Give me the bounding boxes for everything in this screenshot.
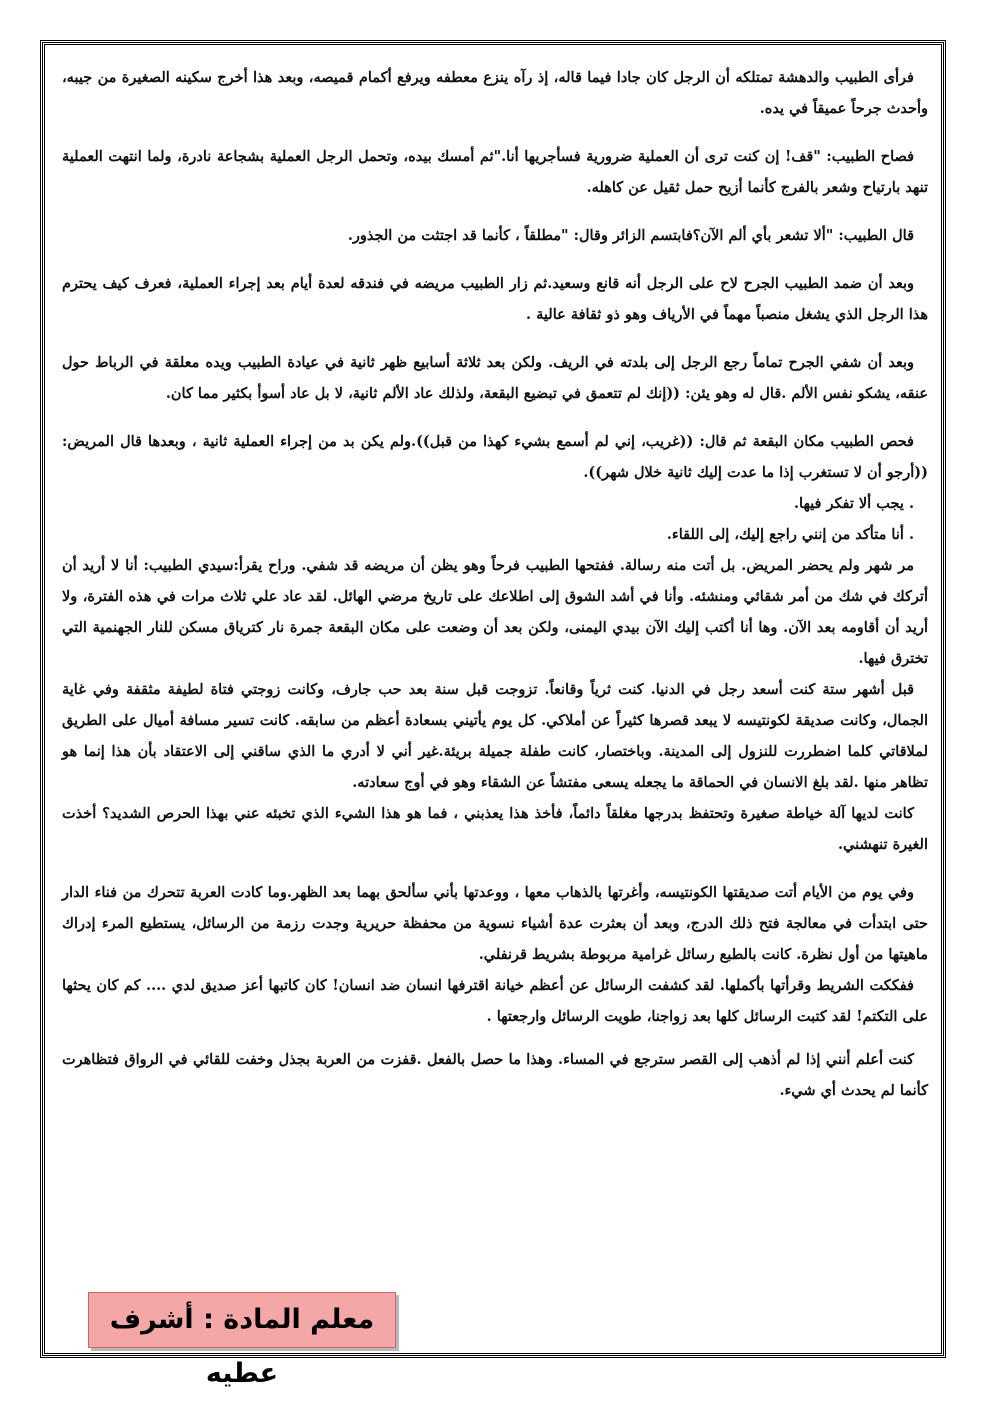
paragraph-6: فحص الطبيب مكان البقعة ثم قال: ((غريب، إني لم أسمع بشيء كهذا من قبل)).ولم يكن بد من إجراء العملية ثانية ، وبعدها قال المريض: ((أرجو أن لا تستغرب إذا ما عدت إليك ثانية خلال شهر)). — [62, 433, 928, 481]
paragraph-14: كنت أعلم أنني إذا لم أذهب إلى القصر سترجع في المساء. وهذا ما حصل بالفعل .قفزت من العربة بجذل وخفت للقائي في الرواق فتظاهرت كأنما لم يحدث أي شيء. — [62, 1051, 928, 1099]
spacer — [62, 409, 928, 426]
paragraph-2: فصاح الطبيب: "قف! إن كنت ترى أن العملية ضرورية فسأجريها أنا."ثم أمسك بيده، وتحمل الرجل العملية بشجاعة نادرة، ولما انتهت العملية تنهد بارتياح وشعر بالفرج كأنما أزيح حمل ثقيل عن كاهله. — [62, 148, 928, 196]
spacer — [62, 860, 928, 877]
paragraph-11: كانت لديها آلة خياطة صغيرة وتحتفظ بدرجها مغلقاً دائماً، فأخذ هذا يعذبني ، فما هو هذا الشيء الذي تخبئه عني بهذا الحرص الشديد؟ أخذت الغيرة تنهشني. — [62, 805, 928, 853]
paragraph-3: قال الطبيب: "ألا تشعر بأي ألم الآن؟فابتسم الزائر وقال: "مطلقاً ، كأنما قد اجتثت من الجذور. — [347, 227, 914, 244]
paragraph-9: مر شهر ولم يحضر المريض. بل أتت منه رسالة. ففتحها الطبيب فرحاً وهو يظن أن مريضه قد شفي. وراح يقرأ:سيدي الطبيب: أنا لا أريد أن أتركك في شك من أمر شقائي ومنشئه. وأنا في أشد الشوق إلى اطلاعك على تاريخ مرضي الهائل. لقد عاد علي ثلاث مرات في هذه الفترة، ولا أريد أن أقاومه بعد الآن. وها أنا أكتب إليك الآن بيدي اليمنى، ولكن بعد أن وضعت على مكان البقعة جمرة نار كترياق مسكن للنار الجهنمية التي تخترق فيها. — [62, 557, 928, 667]
spacer — [62, 203, 928, 220]
paragraph-4: وبعد أن ضمد الطبيب الجرح لاح على الرجل أنه قانع وسعيد.ثم زار الطبيب مريضه في فندقه لعدة أيام بعد إجراء العملية، فعرف كيف يحترم هذا الرجل الذي يشغل منصباً مهماً في الأرياف وهو ذو ثقافة عالية . — [62, 275, 928, 323]
spacer — [62, 330, 928, 347]
paragraph-5: وبعد أن شفي الجرح تماماً رجع الرجل إلى بلدته في الريف. ولكن بعد ثلاثة أسابيع ظهر ثانية في عيادة الطبيب ويده معلقة في الرباط حول عنقه، يشكو نفس الألم .قال له وهو يئن: ((إنك لم تتعمق في تبضيع البقعة، ولذلك عاد الألم ثانية، لا بل عاد أسوأ بكثير مما كان. — [62, 354, 928, 402]
paragraph-12: وفي يوم من الأيام أتت صديقتها الكونتيسه، وأغرتها بالذهاب معها ، ووعدتها بأني سألحق بهما بعد الظهر.وما كادت العربة تتحرك من فناء الدار حتى ابتدأت في معالجة فتح ذلك الدرج، وبعد أن بعثرت عدة أشياء نسوية من محفظة حريرية وجدت رزمة من الرسائل، يستطيع المرء إدراك ماهيتها من أول نظرة. كانت بالطبع رسائل غرامية مربوطة بشريط قرنفلي. — [62, 884, 928, 963]
spacer — [62, 1032, 928, 1044]
teacher-name-label: معلم المادة : أشرف عطيه — [88, 1292, 396, 1348]
document-body — [62, 62, 928, 1106]
spacer — [62, 124, 928, 141]
paragraph-1: فرأى الطبيب والدهشة تمتلكه أن الرجل كان جادا فيما قاله، إذ رآه ينزع معطفه ويرفع أكمام قميصه، وبعد هذا أخرج سكينه الصغيرة من جيبه، وأحدث جرحاً عميقاً في يده. — [62, 69, 928, 117]
paragraph-7: . يجب ألا تفكر فيها. — [793, 495, 914, 512]
paragraph-8: . أنا متأكد من إنني راجع إليك، إلى اللقاء. — [666, 526, 914, 543]
paragraph-10: قبل أشهر ستة كنت أسعد رجل في الدنيا. كنت ثرياً وقانعاً. تزوجت قبل سنة بعد حب جارف، وكانت زوجتي فتاة لطيفة مثقفة وفي غاية الجمال، وكانت صديقة لكونتيسه لا يبعد قصرها كثيراً عن أملاكي. كل يوم يأتيني بسعادة أعظم من سابقه. كانت تسير مسافة أميال على الطريق لملاقاتي كلما اضطررت للنزول إلى المدينة. وباختصار، كانت طفلة جميلة بريئة.غير أني لا أدري ما الذي ساقني إلى الاعتقاد بأن هذا إنما هو تظاهر منها .لقد بلغ الانسان في الحماقة ما يجعله يسعى مفتشاً عن الشقاء وهو في أوج سعادته. — [62, 681, 928, 791]
spacer — [62, 251, 928, 268]
paragraph-13: ففككت الشريط وقرأتها بأكملها. لقد كشفت الرسائل عن أعظم خيانة اقترفها انسان ضد انسان! كان كاتبها أعز صديق لدي .... كم كان يحثها على التكتم! لقد كتبت الرسائل كلها بعد زواجنا، طويت الرسائل وارجعتها . — [62, 977, 928, 1025]
